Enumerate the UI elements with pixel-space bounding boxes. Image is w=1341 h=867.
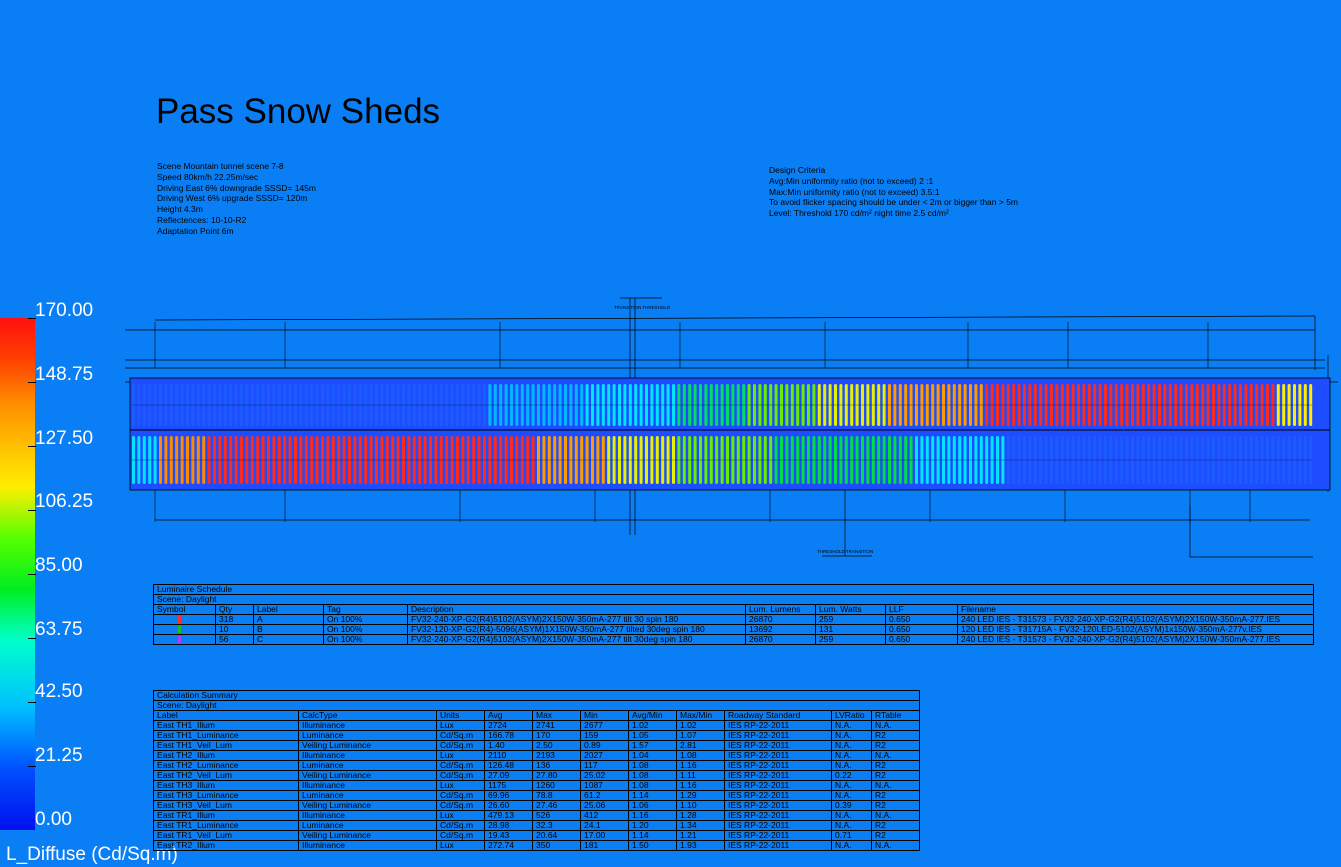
table-cell: Veiling Luminance [299,741,437,751]
table-cell: 1.08 [629,781,677,791]
column-header: Lum. Watts [816,605,886,615]
table-cell: 1.14 [629,791,677,801]
calculation-summary-scene: Scene: Daylight [154,701,920,711]
table-cell: 25.02 [581,771,629,781]
table-cell: Cd/Sq.m [437,731,485,741]
table-cell: R2 [872,801,920,811]
table-cell: East TR1_Luminance [154,821,299,831]
column-header: Label [254,605,324,615]
design-criteria-line: Avg:Min uniformity ratio (not to exceed) 2 :1 [769,175,934,186]
table-cell: 13692 [746,625,816,635]
scene-info-line: Reflectences: 10-10-R2 [157,214,247,225]
table-cell: East TH2_Illum [154,751,299,761]
table-cell: Veiling Luminance [299,771,437,781]
design-criteria-line: Level: Threshold 170 cd/m² night time 2.5 cd/m² [769,208,949,219]
table-cell: 78.8 [533,791,581,801]
table-cell: On 100% [324,615,408,625]
table-cell: IES RP-22-2011 [725,811,832,821]
table-cell: IES RP-22-2011 [725,791,832,801]
table-cell: 1.16 [677,761,725,771]
table-cell: Cd/Sq.m [437,741,485,751]
luminaire-symbol [154,625,216,635]
table-cell: Veiling Luminance [299,801,437,811]
table-cell: C [254,635,324,645]
table-cell: 17.00 [581,831,629,841]
table-cell: 318 [216,615,254,625]
table-cell: N.A. [832,811,872,821]
table-cell: 1.34 [677,821,725,831]
column-header: Qty [216,605,254,615]
table-cell: 1.02 [677,721,725,731]
table-cell: IES RP-22-2011 [725,801,832,811]
table-cell: IES RP-22-2011 [725,721,832,731]
table-cell: 27.46 [533,801,581,811]
table-cell: Cd/Sq.m [437,791,485,801]
table-cell: Lux [437,841,485,851]
table-cell: 19.43 [485,831,533,841]
table-cell: East TH1_Illum [154,721,299,731]
table-row [154,751,920,761]
table-cell: R2 [872,821,920,831]
table-cell: 272.74 [485,841,533,851]
lower-lane-luminance [132,434,1312,486]
design-criteria-line: Max:Min uniformity ratio (not to exceed) 3.5:1 [769,186,940,197]
table-cell: 1.50 [629,841,677,851]
table-cell: N.A. [832,731,872,741]
table-cell: IES RP-22-2011 [725,771,832,781]
column-header: Label [154,711,299,721]
table-cell: 0.650 [886,625,958,635]
table-cell: R2 [872,791,920,801]
table-row [154,761,920,771]
table-cell: East TH3_Illum [154,781,299,791]
table-cell: 1.11 [677,771,725,781]
design-criteria-line: To avoid flicker spacing should be under < 2m or bigger than > 5m [769,197,1019,208]
table-cell: 61.2 [581,791,629,801]
table-cell: 1.07 [677,731,725,741]
table-cell: 2.50 [533,741,581,751]
table-cell: 1.29 [677,791,725,801]
table-cell: FV32-120-XP-G2(R4)-5096(ASYM)1X150W-350mA-277 tilted 30deg spin 180 [408,625,746,635]
table-cell: Illuminance [299,721,437,731]
table-cell: 1.05 [629,731,677,741]
table-row [154,811,920,821]
table-cell: Luminance [299,761,437,771]
table-cell: East TR1_Illum [154,811,299,821]
table-cell: 2741 [533,721,581,731]
table-cell: 117 [581,761,629,771]
table-cell: Luminance [299,731,437,741]
luminaire-schedule-body [154,615,1314,645]
table-cell: 240 LED IES - T31573 - FV32-240-XP-G2(R4)5102(ASYM)2X150W-350mA-277.IES [958,635,1314,645]
table-cell: 0.22 [832,771,872,781]
table-cell: IES RP-22-2011 [725,841,832,851]
table-header-row [154,605,1314,615]
table-cell: East TH3_Luminance [154,791,299,801]
table-cell: 1087 [581,781,629,791]
table-cell: 166.78 [485,731,533,741]
table-cell: East TH1_Luminance [154,731,299,741]
table-cell: Lux [437,751,485,761]
table-cell: 259 [816,635,886,645]
table-cell: 26.60 [485,801,533,811]
column-header: Avg/Min [629,711,677,721]
scene-info-line: Speed 80km/h 22.25m/sec [157,171,259,182]
column-header: Symbol [154,605,216,615]
table-cell: East TR2_Illum [154,841,299,851]
scene-info-line: Driving West 6% upgrade SSSD= 120m [157,193,308,204]
table-cell: R2 [872,771,920,781]
luminaire-symbol-icon [178,636,181,643]
design-criteria-title: Design Criteria [769,165,826,175]
table-cell: N.A. [872,841,920,851]
table-cell: 2110 [485,751,533,761]
table-cell: 1.10 [677,801,725,811]
table-cell: N.A. [832,751,872,761]
legend-label-max: 170.00 [35,300,94,321]
table-cell: 32.3 [533,821,581,831]
table-cell: 1.08 [629,761,677,771]
legend-label: 127.50 [35,428,94,449]
table-cell: 28.98 [485,821,533,831]
table-cell: IES RP-22-2011 [725,741,832,751]
table-cell: Illuminance [299,781,437,791]
column-header: Description [408,605,746,615]
table-cell: N.A. [872,751,920,761]
luminaire-symbol [154,615,216,625]
table-cell: 2724 [485,721,533,731]
column-header: Max/Min [677,711,725,721]
table-cell: 26870 [746,635,816,645]
table-cell: N.A. [872,721,920,731]
table-row [154,635,1314,645]
column-header: Min [581,711,629,721]
table-cell: 0.39 [832,801,872,811]
table-cell: 350 [533,841,581,851]
table-row [154,821,920,831]
table-cell: N.A. [832,761,872,771]
column-header: Units [437,711,485,721]
column-header: LVRatio [832,711,872,721]
table-cell: IES RP-22-2011 [725,831,832,841]
table-cell: 1.57 [629,741,677,751]
table-cell: 0.650 [886,615,958,625]
table-cell: 0.89 [581,741,629,751]
table-cell: 1.08 [629,771,677,781]
table-cell: 1.06 [629,801,677,811]
table-cell: IES RP-22-2011 [725,731,832,741]
column-header: RTable [872,711,920,721]
table-cell: R2 [872,761,920,771]
table-cell: 0.71 [832,831,872,841]
column-header: LLF [886,605,958,615]
table-cell: R2 [872,831,920,841]
table-cell: 181 [581,841,629,851]
table-cell: East TH1_Veil_Lum [154,741,299,751]
scene-info-line: Scene Mountain tunnel scene 7-8 [157,161,284,171]
scene-info-line: Height 4.3m [157,204,203,215]
table-cell: East TR1_Veil_Lum [154,831,299,841]
table-cell: 526 [533,811,581,821]
table-cell: 2677 [581,721,629,731]
table-cell: East TH2_Luminance [154,761,299,771]
table-cell: N.A. [832,781,872,791]
threshold-label-top: TRANSITION THRESHOLD [614,305,671,310]
upper-lane-luminance [132,382,1312,428]
threshold-label-bottom: THRESHOLD TRANSITION [817,549,874,554]
table-cell: 159 [581,731,629,741]
table-cell: 1260 [533,781,581,791]
calculation-summary-title: Calculation Summary [154,691,920,701]
table-header-row [154,711,920,721]
table-cell: Cd/Sq.m [437,801,485,811]
table-cell: 1.21 [677,831,725,841]
table-cell: B [254,625,324,635]
table-cell: N.A. [872,811,920,821]
table-cell: 1.04 [629,751,677,761]
column-header: Lum. Lumens [746,605,816,615]
table-row [154,615,1314,625]
legend-label: 42.50 [35,681,83,702]
table-cell: Lux [437,811,485,821]
table-cell: Cd/Sq.m [437,821,485,831]
luminaire-schedule-table [153,584,1314,645]
scene-info-line: Driving East 6% downgrade SSSD= 145m [157,182,316,193]
table-cell: 24.1 [581,821,629,831]
luminaire-symbol-icon [178,616,181,623]
legend-label-min: 0.00 [35,809,72,830]
table-cell: 1.28 [677,811,725,821]
table-cell: N.A. [832,821,872,831]
table-row [154,781,920,791]
page-title: Pass Snow Sheds [156,92,441,131]
table-cell: IES RP-22-2011 [725,781,832,791]
table-cell: 1.16 [629,811,677,821]
luminaire-symbol-icon [178,626,181,633]
table-cell: N.A. [832,741,872,751]
table-cell: N.A. [832,841,872,851]
table-row [154,771,920,781]
table-cell: 56 [216,635,254,645]
table-cell: A [254,615,324,625]
table-cell: Luminance [299,821,437,831]
table-cell: Lux [437,781,485,791]
table-cell: 1.14 [629,831,677,841]
calculation-summary-body [154,721,920,851]
table-cell: 136 [533,761,581,771]
table-row [154,741,920,751]
column-header: Avg [485,711,533,721]
table-cell: 131 [816,625,886,635]
table-cell: FV32-240-XP-G2(R4)5102(ASYM)2X150W-350mA-277 tilt 30 spin 180 [408,615,746,625]
luminaire-schedule-title: Luminaire Schedule [154,585,1314,595]
table-cell: 26870 [746,615,816,625]
column-header: Roadway Standard [725,711,832,721]
table-cell: R2 [872,731,920,741]
calculation-summary-table [153,690,920,851]
legend-label: 148.75 [35,364,94,385]
table-cell: Illuminance [299,811,437,821]
column-header: Tag [324,605,408,615]
table-row [154,791,920,801]
table-cell: East TH3_Veil_Lum [154,801,299,811]
table-cell: Illuminance [299,841,437,851]
table-cell: 20.64 [533,831,581,841]
table-cell: 412 [581,811,629,821]
table-cell: Luminance [299,791,437,801]
column-header: Filename [958,605,1314,615]
legend-label: 63.75 [35,619,83,640]
table-cell: 259 [816,615,886,625]
table-cell: 1.02 [629,721,677,731]
table-cell: Cd/Sq.m [437,831,485,841]
table-row [154,831,920,841]
table-row [154,721,920,731]
table-cell: N.A. [872,781,920,791]
table-cell: Cd/Sq.m [437,771,485,781]
table-cell: R2 [872,741,920,751]
table-cell: 2027 [581,751,629,761]
table-cell: 240 LED IES - T31573 - FV32-240-XP-G2(R4)5102(ASYM)2X150W-350mA-277.IES [958,615,1314,625]
table-cell: 27.80 [533,771,581,781]
table-cell: Cd/Sq.m [437,761,485,771]
table-cell: 120 LED IES - T31715A - FV32-120LED-5102(ASYM)1x150W-350mA-277v.IES [958,625,1314,635]
table-cell: 1.08 [677,751,725,761]
table-cell: 0.650 [886,635,958,645]
table-cell: Illuminance [299,751,437,761]
column-header: CalcType [299,711,437,721]
legend-label: 21.25 [35,745,83,766]
table-cell: East TH2_Veil_Lum [154,771,299,781]
table-cell: 2.81 [677,741,725,751]
table-cell: IES RP-22-2011 [725,821,832,831]
table-cell: On 100% [324,625,408,635]
table-cell: 10 [216,625,254,635]
table-cell: 1.20 [629,821,677,831]
table-row [154,841,920,851]
table-cell: 25.06 [581,801,629,811]
table-cell: 170 [533,731,581,741]
table-cell: IES RP-22-2011 [725,751,832,761]
luminaire-symbol [154,635,216,645]
table-row [154,625,1314,635]
table-cell: 2193 [533,751,581,761]
table-cell: 69.96 [485,791,533,801]
table-cell: 1.40 [485,741,533,751]
table-cell: 479.13 [485,811,533,821]
table-cell: N.A. [832,791,872,801]
scene-info-line: Adaptation Point 6m [157,225,234,236]
table-cell: Veiling Luminance [299,831,437,841]
table-cell: N.A. [832,721,872,731]
table-cell: On 100% [324,635,408,645]
table-cell: 1.93 [677,841,725,851]
table-cell: 126.48 [485,761,533,771]
legend-caption: L_Diffuse (Cd/Sq.m) [6,844,178,865]
table-cell: IES RP-22-2011 [725,761,832,771]
legend-label: 85.00 [35,555,83,576]
luminaire-schedule-scene: Scene: Daylight [154,595,1314,605]
table-cell: 1.16 [677,781,725,791]
table-cell: 27.09 [485,771,533,781]
legend-label: 106.25 [35,491,94,512]
table-row [154,801,920,811]
table-cell: Lux [437,721,485,731]
table-cell: 1175 [485,781,533,791]
table-row [154,731,920,741]
table-cell: FV32-240-XP-G2(R4)5102(ASYM)2X150W-350mA-277 tilt 30deg spin 180 [408,635,746,645]
column-header: Max [533,711,581,721]
